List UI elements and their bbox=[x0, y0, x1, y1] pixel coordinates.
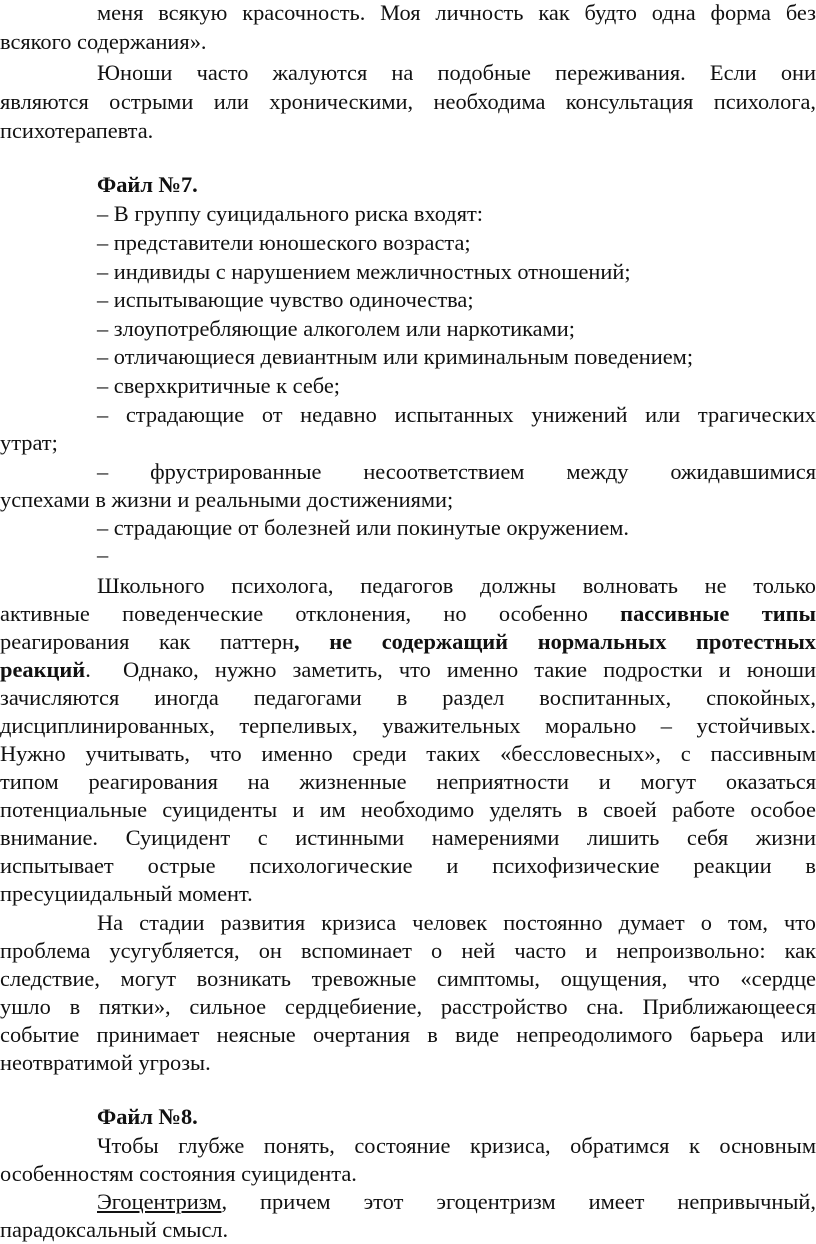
list-item: – страдающие от болезней или покинутые окружением. bbox=[97, 515, 630, 540]
section-heading-file-8: Файл №8. bbox=[97, 1104, 198, 1129]
text-line: являются острыми или хроническими, необходима консультация психолога, bbox=[0, 89, 816, 114]
bold-phrase: , не содержащий нормальных протестных bbox=[294, 629, 816, 654]
text-line: На стадии развития кризиса человек постоянно думает о том, что bbox=[97, 910, 816, 935]
list-item: – индивиды с нарушением межличностных отношений; bbox=[97, 259, 631, 284]
text-line: психотерапевта. bbox=[0, 118, 154, 143]
text-line: следствие, могут возникать тревожные симптомы, ощущения, что «сердце bbox=[0, 966, 816, 991]
text-line: внимание. Суицидент с истинными намерениями лишить себя жизни bbox=[0, 825, 816, 850]
text-line: ушло в пятки», сильное сердцебиение, расстройство сна. Приближающееся bbox=[0, 994, 816, 1019]
text-line: проблема усугубляется, он вспоминает о ней часто и непроизвольно: как bbox=[0, 938, 816, 963]
text-line: Нужно учитывать, что именно среди таких «бессловесных», с пассивным bbox=[0, 741, 816, 766]
text-line: испытывает острые психологические и психофизические реакции в bbox=[0, 853, 816, 878]
list-item: – сверхкритичные к себе; bbox=[97, 373, 341, 398]
text-line: типом реагирования на жизненные неприятности и могут оказаться bbox=[0, 769, 816, 794]
list-item: – страдающие от недавно испытанных унижений или трагических bbox=[97, 402, 816, 427]
list-item-empty: – bbox=[97, 542, 109, 567]
text-line: меня всякую красочность. Моя личность как будто одна форма без bbox=[97, 0, 816, 25]
list-item: – испытывающие чувство одиночества; bbox=[97, 287, 474, 312]
text-line: особенностям состояния суицидента. bbox=[0, 1161, 357, 1186]
section-heading-file-7: Файл №7. bbox=[97, 172, 198, 197]
list-item: – злоупотребляющие алкоголем или наркотиками; bbox=[97, 316, 575, 341]
text-line: дисциплинированных, терпеливых, уважительных морально – устойчивых. bbox=[0, 713, 816, 738]
list-item-continuation: утрат; bbox=[0, 430, 58, 455]
text-line: событие принимает неясные очертания в виде непреодолимого барьера или bbox=[0, 1022, 816, 1047]
text-line: парадоксальный смысл. bbox=[0, 1217, 229, 1242]
underlined-term: Эгоцентризм bbox=[97, 1189, 222, 1214]
text-line: зачисляются иногда педагогами в раздел воспитанных, спокойных, bbox=[0, 685, 816, 710]
text-line: всякого содержания». bbox=[0, 29, 207, 54]
text-line: потенциальные суициденты и им необходимо уделять в своей работе особое bbox=[0, 797, 816, 822]
list-intro: – В группу суицидального риска входят: bbox=[97, 201, 484, 226]
text-line: Чтобы глубже понять, состояние кризиса, обратимся к основным bbox=[97, 1133, 816, 1158]
list-item: – фрустрированные несоответствием между ожидавшимися bbox=[97, 459, 816, 484]
text-line: Школьного психолога, педагогов должны волновать не только bbox=[97, 573, 816, 598]
list-item-continuation: успехами в жизни и реальными достижениями; bbox=[0, 487, 454, 512]
list-item: – отличающиеся девиантным или криминальным поведением; bbox=[97, 344, 694, 369]
text-line: Эгоцентризм, причем этот эгоцентризм имеет непривычный, bbox=[97, 1189, 816, 1214]
text-line: Юноши часто жалуются на подобные переживания. Если они bbox=[97, 60, 816, 85]
bold-phrase: реакций bbox=[0, 657, 86, 682]
list-item: – представители юношеского возраста; bbox=[97, 230, 471, 255]
text-line: реакций. Однако, нужно заметить, что именно такие подростки и юноши bbox=[0, 657, 816, 682]
text-line: активные поведенческие отклонения, но особенно пассивные типы bbox=[0, 601, 816, 626]
text-line: неотвратимой угрозы. bbox=[0, 1050, 211, 1075]
bold-phrase: пассивные типы bbox=[620, 601, 816, 626]
text-line: пресуциидальный момент. bbox=[0, 881, 253, 906]
text-line: реагирования как паттерн, не содержащий нормальных протестных bbox=[0, 629, 816, 654]
